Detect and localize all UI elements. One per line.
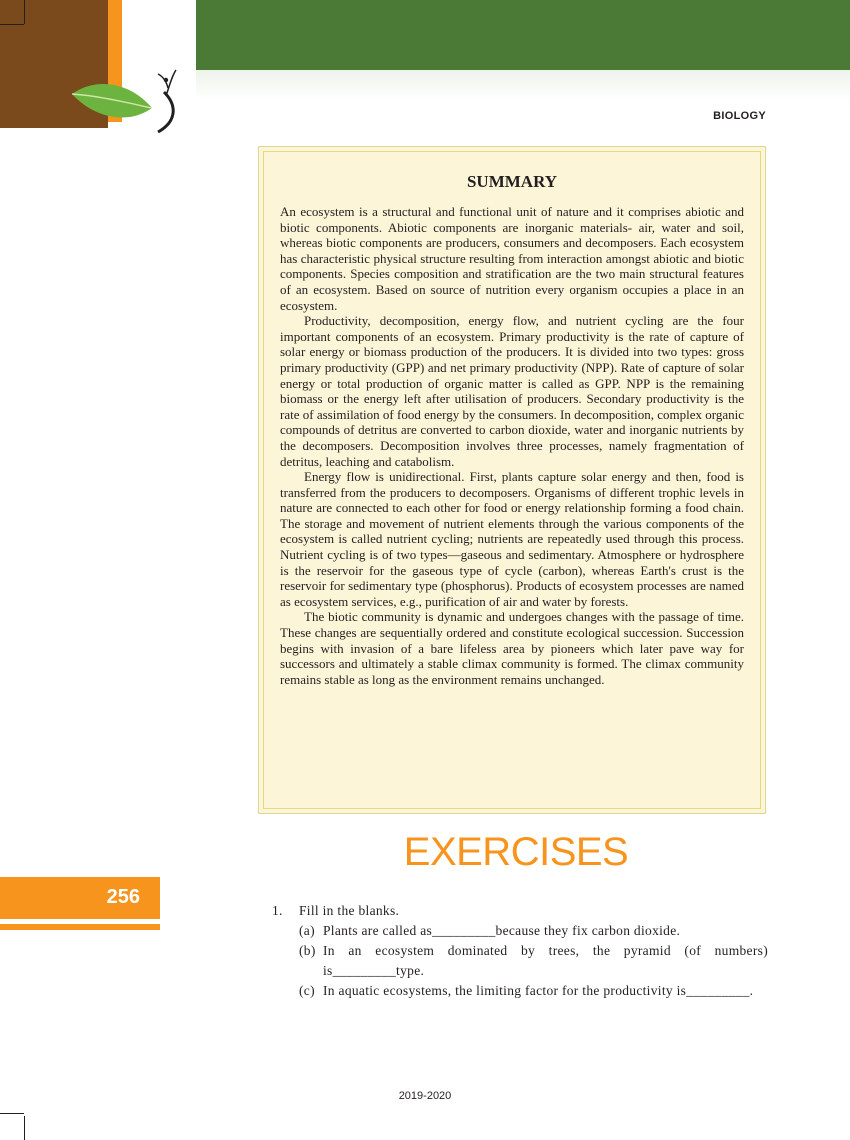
question-parts	[299, 921, 768, 1001]
crop-mark	[0, 24, 24, 25]
summary-paragraph: An ecosystem is a structural and functional unit of nature and it comprises abiotic and biotic components. Abiotic components are inorganic materials- air, water and soil, whereas biotic components are producers, consumers and decomposers. Each ecosystem has characteristic physical structure resulting from interaction amongst abiotic and biotic components. Species composition and stratification are the two main structural features of an ecosystem. Based on source of nutrition every organism occupies a place in an ecosystem.	[280, 204, 744, 313]
summary-inner	[263, 151, 761, 809]
summary-text	[280, 204, 744, 687]
header-green-fade	[196, 70, 850, 100]
summary-paragraph: The biotic community is dynamic and undergoes changes with the passage of time. These changes are sequentially ordered and constitute ecological succession. Succession begins with invasion of a bare lifeless area by pioneers which later pave way for successors and ultimately a stable climax community is formed. The climax community remains stable as long as the environment remains unchanged.	[280, 609, 744, 687]
summary-paragraph: Energy flow is unidirectional. First, plants capture solar energy and then, food is transferred from the producers to decomposers. Organisms of different trophic levels in nature are connected to each other for food or energy relationship forming a food chain. The storage and movement of nutrient elements through the various components of the ecosystem is called nutrient cycling; nutrients are repeatedly used through this process. Nutrient cycling is of two types—gaseous and sedimentary. Atmosphere or hydrosphere is the reservoir for the gaseous type of cycle (carbon), whereas Earth's crust is the reservoir for sedimentary type (phosphorus). Products of ecosystem processes are named as ecosystem services, e.g., purification of air and water by forests.	[280, 469, 744, 609]
question-part	[299, 941, 768, 981]
part-letter: (c)	[299, 982, 315, 998]
part-letter: (a)	[299, 922, 315, 938]
question-part	[299, 921, 768, 941]
book-label: BIOLOGY	[713, 110, 766, 122]
question-number: 1.	[272, 903, 283, 918]
footer-year: 2019-2020	[398, 1090, 452, 1102]
exercise-question	[272, 901, 768, 1001]
crop-mark	[0, 1113, 24, 1114]
summary-paragraph: Productivity, decomposition, energy flow, and nutrient cycling are the four important components of an ecosystem. Primary productivity is the rate of capture of solar energy or biomass production of the producers. It is divided into two types: gross primary productivity (GPP) and net primary productivity (NPP). Rate of capture of solar energy or total production of organic matter is called as GPP. NPP is the remaining biomass or the energy left after utilisation of producers. Secondary productivity is the rate of assimilation of food energy by the consumers. In decomposition, complex organic compounds of detritus are converted to carbon dioxide, water and inorganic nutrients by the decomposers. Decomposition involves three processes, namely fragmentation of detritus, leaching and catabolism.	[280, 313, 744, 469]
question-text: Fill in the blanks.	[299, 903, 400, 918]
part-text: Plants are called as_________because they fix carbon dioxide.	[323, 922, 681, 938]
header-green-band	[196, 0, 850, 70]
exercises-heading: EXERCISES	[403, 830, 629, 874]
part-text: In aquatic ecosystems, the limiting factor for the productivity is_________.	[323, 982, 754, 998]
part-text: In an ecosystem dominated by trees, the pyramid (of numbers) is_________type.	[323, 942, 768, 978]
summary-title: SUMMARY	[466, 172, 558, 191]
crop-mark	[24, 0, 25, 24]
page-number-tab	[0, 877, 160, 919]
summary-box	[258, 146, 766, 814]
page-number: 256	[106, 886, 140, 908]
crop-mark	[24, 1116, 25, 1140]
part-letter: (b)	[299, 942, 316, 958]
page-tab-underline	[0, 924, 160, 930]
leaf-figure-icon	[66, 62, 186, 140]
question-part	[299, 981, 768, 1001]
